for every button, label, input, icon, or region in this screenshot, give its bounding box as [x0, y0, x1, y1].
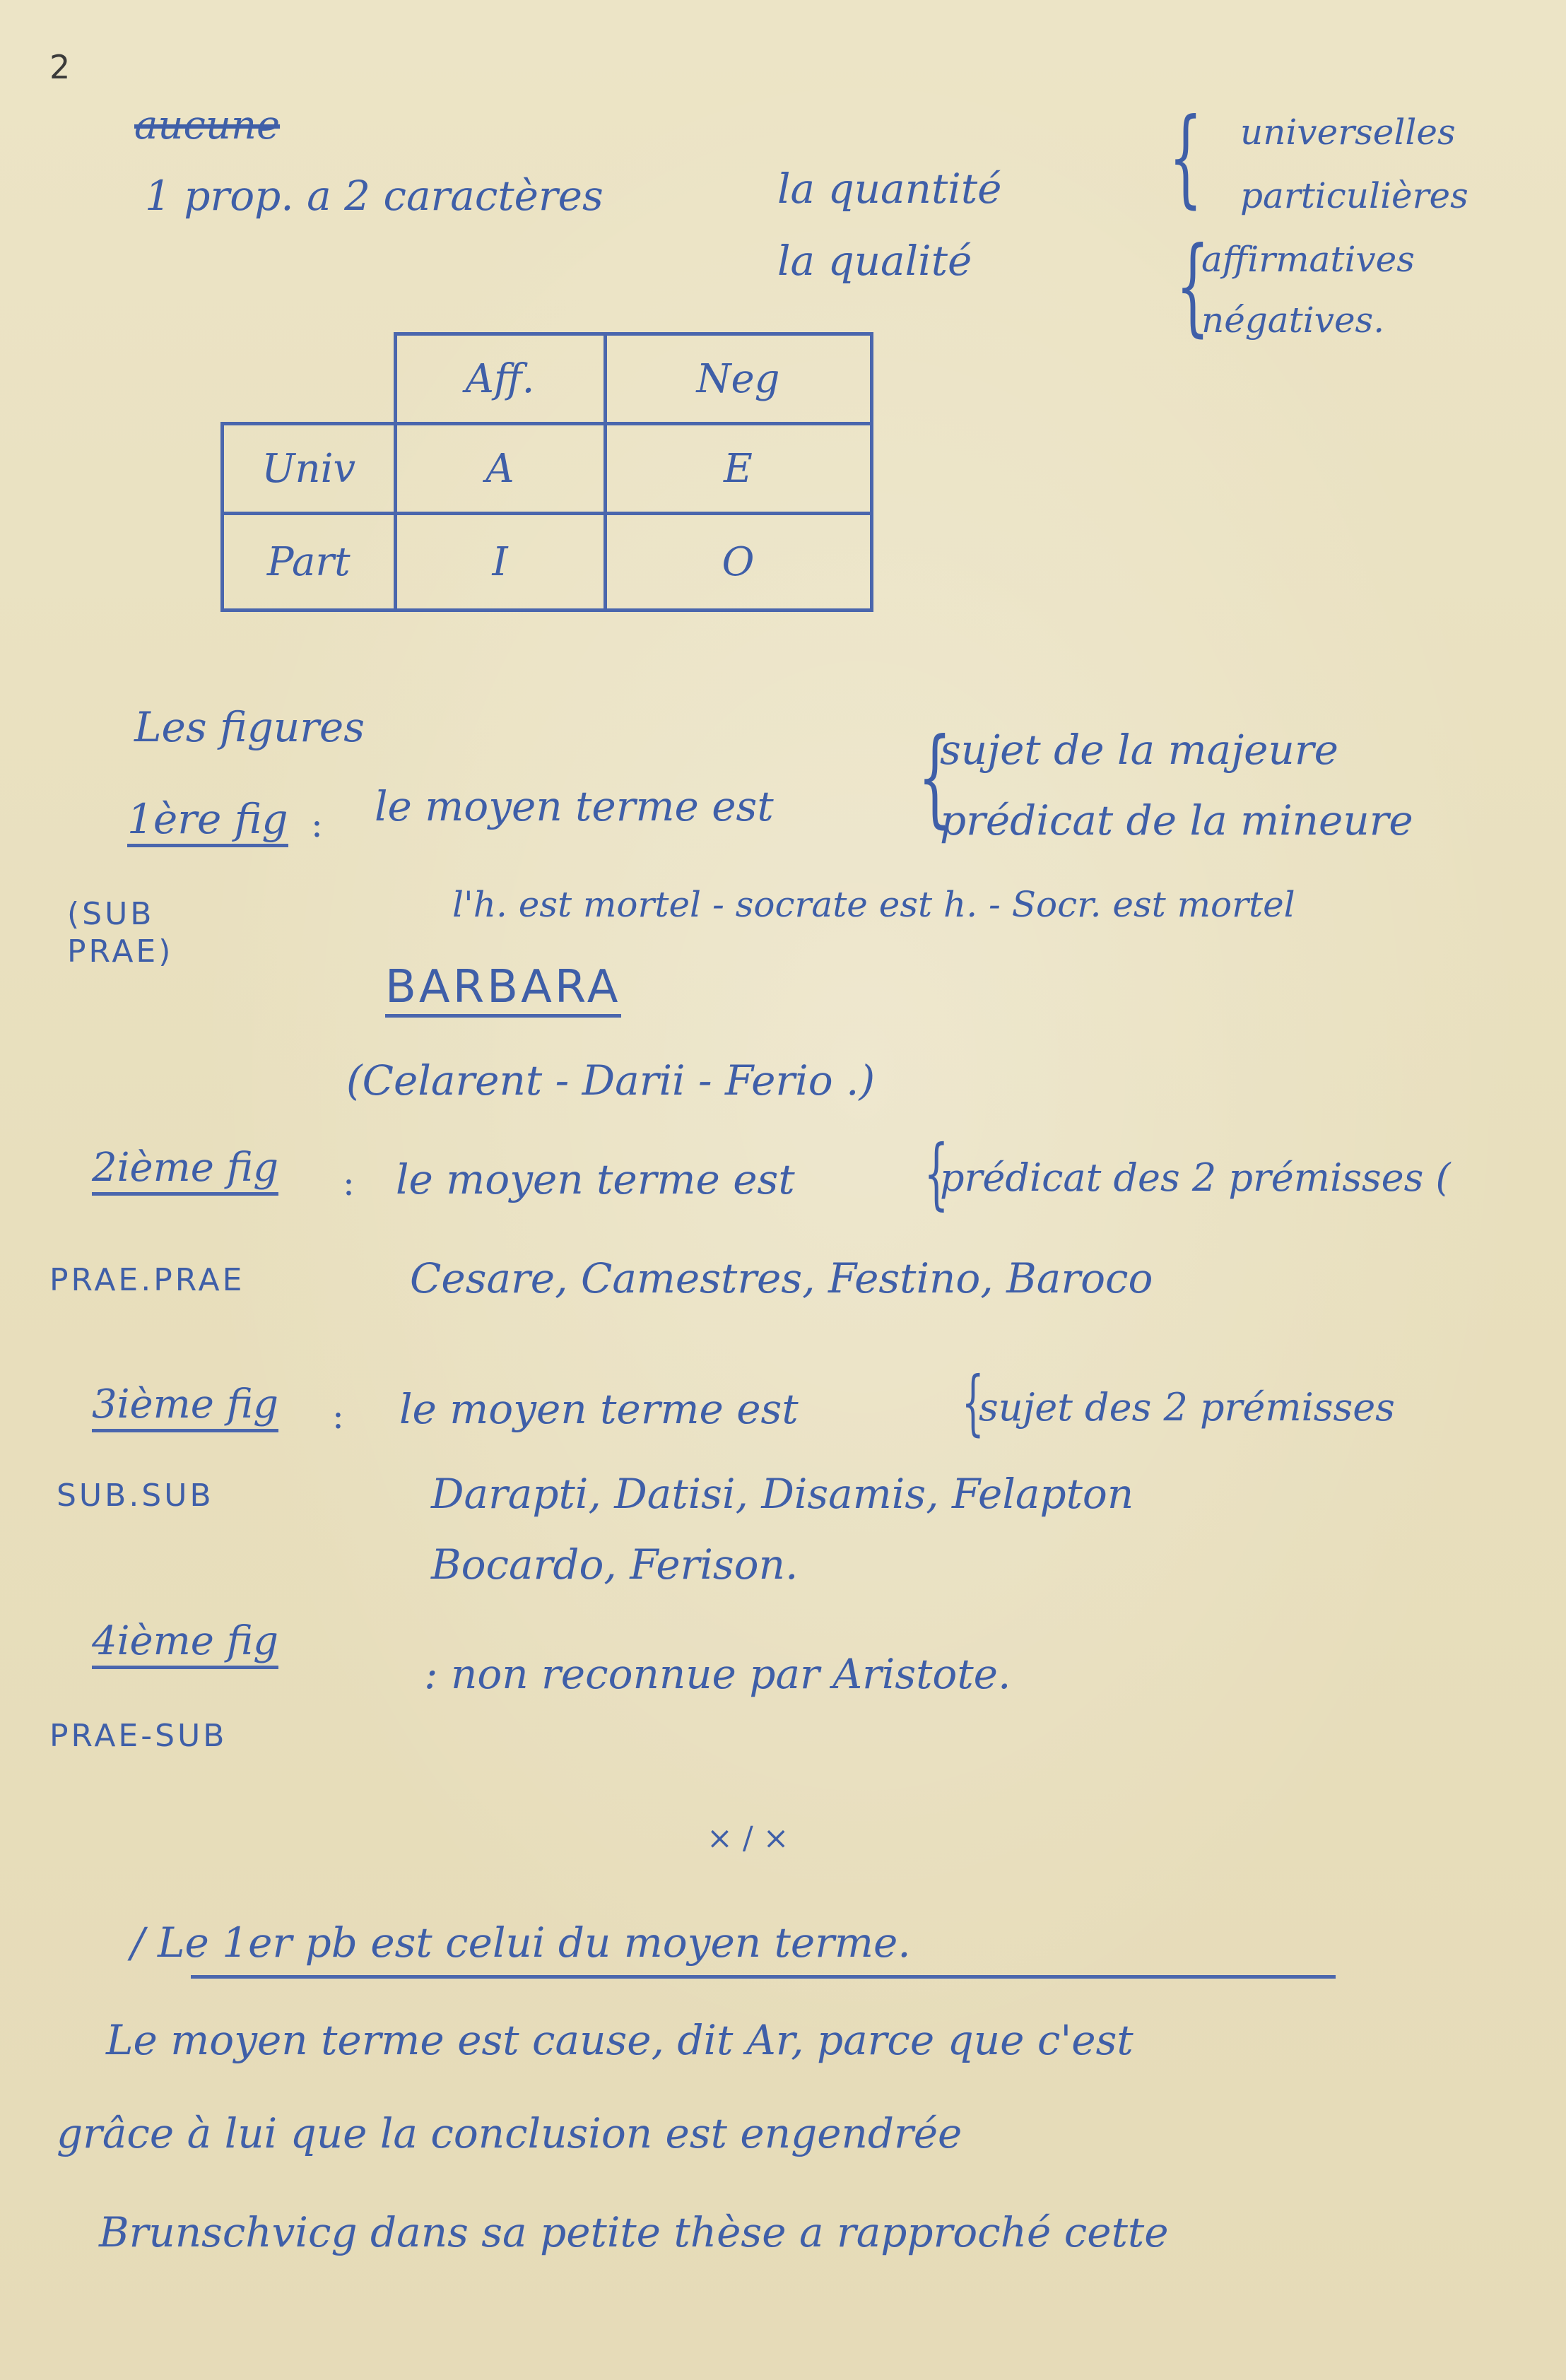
- fig1-brace: {: [917, 716, 952, 839]
- fig1-colon: :: [311, 804, 323, 845]
- fig1-opt-2: prédicat de la mineure: [940, 796, 1413, 844]
- fig2-colon: :: [343, 1162, 355, 1203]
- fig1-opt-1: sujet de la majeure: [940, 726, 1338, 774]
- fig2-brace: {: [924, 1128, 949, 1218]
- col-header-aff: Aff.: [395, 334, 605, 424]
- quantite-opt-1: universelles: [1240, 112, 1456, 153]
- quantite-label: la quantité: [777, 165, 1002, 213]
- fig1-example: l'h. est mortel - socrate est h. - Socr. est mortel: [452, 884, 1295, 925]
- cell-a: A: [395, 424, 605, 514]
- struck-word: aucune: [134, 102, 281, 148]
- fig1-code-1: (SUB: [67, 896, 155, 932]
- qualite-opt-2: négatives.: [1201, 300, 1385, 341]
- fig3-brace: {: [961, 1361, 984, 1444]
- cell-o: O: [605, 514, 871, 611]
- brace-qualite: {: [1175, 225, 1210, 348]
- fig2-text: le moyen terme est: [396, 1155, 795, 1203]
- table-corner: [223, 334, 396, 424]
- fig3-modes-1: Darapti, Datisi, Disamis, Felapton: [431, 1470, 1134, 1518]
- para-line-2: Le moyen terme est cause, dit Ar, parce que c'est: [106, 2016, 1134, 2064]
- fig3-code: SUB.SUB: [57, 1478, 214, 1514]
- fig1-text: le moyen terme est: [375, 782, 774, 830]
- fig3-modes-2: Bocardo, Ferison.: [431, 1540, 799, 1589]
- fig3-brace-text: sujet des 2 prémisses: [979, 1385, 1395, 1430]
- fig2-label: 2ième fig: [92, 1148, 278, 1196]
- fig2-brace-text: prédicat des 2 prémisses (: [940, 1155, 1451, 1200]
- row-label-univ: Univ: [223, 424, 396, 514]
- fig2-modes: Cesare, Camestres, Festino, Baroco: [410, 1254, 1153, 1302]
- section-separator: × / ×: [707, 1820, 789, 1856]
- header-line: 1 prop. a 2 caractères: [145, 172, 604, 220]
- row-label-part: Part: [223, 514, 396, 611]
- para-line-3: grâce à lui que la conclusion est engendrée: [57, 2109, 962, 2157]
- fig4-code: PRAE-SUB: [49, 1718, 228, 1754]
- fig1-mnemonic: BARBARA: [385, 965, 621, 1018]
- fig3-label: 3ième fig: [92, 1385, 278, 1432]
- fig1-others: (Celarent - Darii - Ferio .): [346, 1056, 876, 1104]
- page-number: 2: [49, 48, 71, 86]
- fig4-label: 4ième fig: [92, 1622, 278, 1669]
- qualite-opt-1: affirmatives: [1201, 239, 1415, 280]
- proposition-table: [220, 332, 873, 612]
- quantite-opt-2: particulières: [1240, 175, 1468, 216]
- cell-i: I: [395, 514, 605, 611]
- fig3-colon: :: [332, 1396, 344, 1437]
- qualite-label: la qualité: [777, 237, 972, 285]
- fig2-code: PRAE.PRAE: [49, 1262, 245, 1298]
- fig4-text: : non reconnue par Aristote.: [424, 1650, 1011, 1698]
- para-line-1: / Le 1er pb est celui du moyen terme.: [131, 1919, 911, 1967]
- fig3-text: le moyen terme est: [399, 1385, 799, 1433]
- para-underline: [191, 1975, 1336, 1979]
- para-line-4: Brunschvicg dans sa petite thèse a rapproché cette: [99, 2208, 1169, 2256]
- brace-quantite: {: [1168, 96, 1203, 219]
- cell-e: E: [605, 424, 871, 514]
- figures-title: Les figures: [134, 703, 365, 751]
- fig1-code-2: PRAE): [67, 933, 174, 970]
- col-header-neg: Neg: [605, 334, 871, 424]
- fig1-label: 1ère fig: [127, 799, 288, 847]
